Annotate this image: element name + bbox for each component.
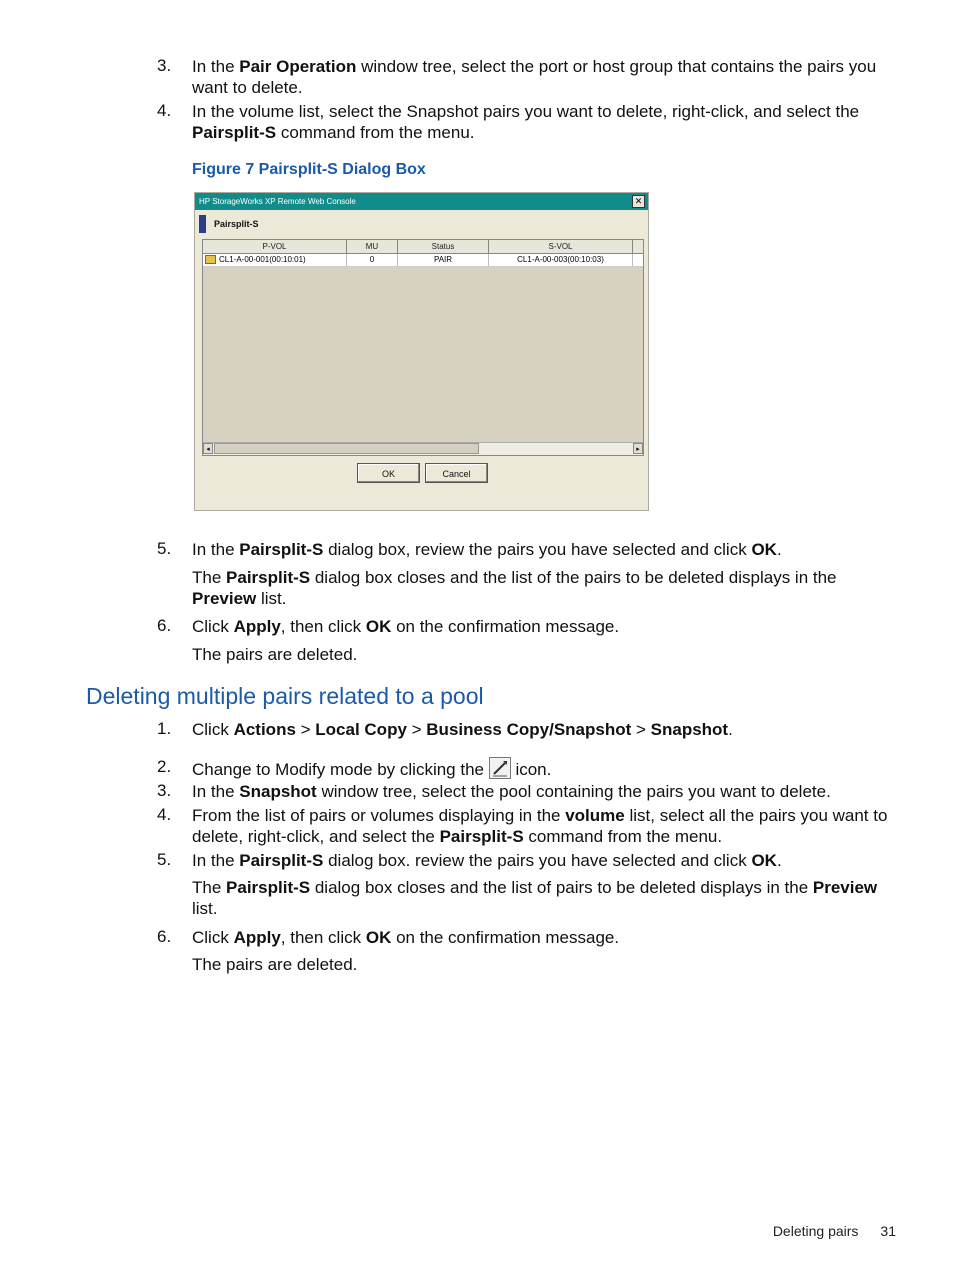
pair-volume-icon (205, 255, 216, 264)
step-text: In the Pair Operation window tree, select the port or host group that contains the pairs you want to delete. (192, 57, 877, 97)
table-header (203, 240, 643, 254)
step-number: 3. (157, 56, 172, 75)
scroll-thumb[interactable] (214, 443, 479, 454)
step-number: 5. (157, 539, 172, 558)
cell-svol: CL1-A-00-003(00:10:03) (489, 254, 633, 266)
step-number: 6. (157, 927, 172, 946)
close-icon[interactable]: ✕ (632, 195, 645, 208)
step-text: Click Actions > Local Copy > Business Copy/Snapshot > Snapshot. (192, 720, 733, 739)
step-number: 6. (157, 616, 172, 635)
dialog-heading-label: Pairsplit-S (214, 219, 259, 229)
step-5-note: The Pairsplit-S dialog box closes and the list of the pairs to be deleted displays in the Preview list. (192, 568, 837, 608)
heading-bar-icon (199, 215, 206, 233)
cell-pvol: CL1-A-00-001(00:10:01) (203, 254, 347, 266)
column-header-pvol[interactable]: P-VOL (203, 240, 347, 253)
step-text: From the list of pairs or volumes displaying in the volume list, select all the pairs you want to delete, right-click, and select the Pairsplit-S command from the menu. (192, 806, 888, 846)
step-number: 2. (157, 757, 172, 776)
scroll-left-icon[interactable]: ◂ (203, 443, 213, 454)
page-number: 31 (880, 1223, 896, 1239)
column-header-mu[interactable]: MU (347, 240, 398, 253)
ok-button[interactable]: OK (357, 463, 420, 483)
window-title: HP StorageWorks XP Remote Web Console (199, 197, 356, 206)
cell-mu: 0 (347, 254, 398, 266)
modify-mode-icon (489, 757, 511, 779)
pairs-table (202, 239, 644, 456)
step-text: In the Pairsplit-S dialog box. review the pairs you have selected and click OK. (192, 851, 782, 870)
cell-status: PAIR (398, 254, 489, 266)
figure-caption: Figure 7 Pairsplit-S Dialog Box (192, 161, 426, 178)
pool-step-5-note: The Pairsplit-S dialog box closes and the list of pairs to be deleted displays in the Preview list. (192, 878, 878, 918)
scroll-right-icon[interactable]: ▸ (633, 443, 643, 454)
section-heading: Deleting multiple pairs related to a pool (86, 683, 484, 709)
step-text: Click Apply, then click OK on the confirmation message. (192, 928, 620, 947)
step-number: 1. (157, 719, 172, 738)
step-text: Click Apply, then click OK on the confirmation message. (192, 617, 620, 636)
horizontal-scrollbar[interactable] (203, 442, 643, 455)
cancel-button[interactable]: Cancel (425, 463, 488, 483)
column-header-svol[interactable]: S-VOL (489, 240, 633, 253)
step-number: 3. (157, 781, 172, 800)
pairsplit-dialog (194, 192, 649, 511)
column-header-status[interactable]: Status (398, 240, 489, 253)
step-text: In the volume list, select the Snapshot pairs you want to delete, right-click, and select the Pairsplit-S command from the menu. (192, 102, 860, 142)
dialog-title-bar (195, 193, 648, 210)
table-row[interactable] (203, 254, 643, 267)
step-text: Change to Modify mode by clicking the icon. (192, 757, 892, 780)
step-text: In the Snapshot window tree, select the pool containing the pairs you want to delete. (192, 782, 831, 801)
pool-step-6-note: The pairs are deleted. (192, 955, 358, 974)
step-text: In the Pairsplit-S dialog box, review the pairs you have selected and click OK. (192, 540, 782, 559)
footer-section: Deleting pairs (772, 1223, 859, 1239)
step-number: 5. (157, 850, 172, 869)
page-footer (773, 1223, 896, 1239)
step-number: 4. (157, 805, 172, 824)
step-6-note: The pairs are deleted. (192, 645, 358, 664)
step-number: 4. (157, 101, 172, 120)
